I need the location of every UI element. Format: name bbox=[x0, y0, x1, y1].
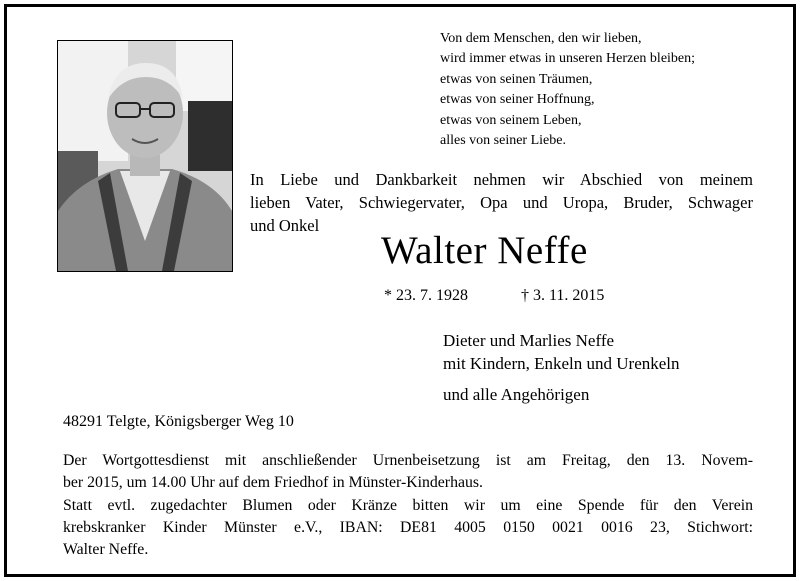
portrait-photo bbox=[57, 40, 233, 272]
donation-line: Statt evtl. zugedachter Blumen oder Kränze bitten wir um eine Spende für den Verein bbox=[63, 497, 753, 514]
relatives-line: und alle Angehörigen bbox=[443, 385, 590, 404]
mourners bbox=[443, 329, 680, 375]
poem-line: Von dem Menschen, den wir lieben, bbox=[440, 31, 642, 46]
donation-line: Walter Neffe. bbox=[63, 541, 149, 558]
intro-line: lieben Vater, Schwiegervater, Opa und Uropa, Bruder, Schwager bbox=[250, 193, 753, 212]
intro-line: und Onkel bbox=[250, 216, 320, 235]
service-line: ber 2015, um 14.00 Uhr auf dem Friedhof in Münster-Kinderhaus. bbox=[63, 474, 483, 491]
deceased-name: Walter Neffe bbox=[381, 229, 588, 272]
poem-line: alles von seiner Liebe. bbox=[440, 133, 566, 149]
poem-line: wird immer etwas in unseren Herzen bleiben; bbox=[440, 51, 696, 67]
mourner-line: mit Kindern, Enkeln und Urenkeln bbox=[443, 354, 680, 373]
service-info bbox=[63, 450, 753, 494]
poem-line: etwas von seinem Leben, bbox=[440, 112, 582, 128]
memorial-poem bbox=[440, 29, 770, 151]
birth-date: * 23. 7. 1928 bbox=[384, 287, 468, 304]
mourner-line: Dieter und Marlies Neffe bbox=[443, 331, 615, 350]
farewell-intro bbox=[250, 168, 753, 237]
donation-request bbox=[63, 495, 753, 561]
death-date: † 3. 11. 2015 bbox=[521, 287, 605, 304]
poem-line: etwas von seinen Träumen, bbox=[440, 71, 593, 87]
intro-line: In Liebe und Dankbarkeit nehmen wir Abschied von meinem bbox=[250, 170, 753, 189]
obituary-notice bbox=[4, 4, 796, 577]
poem-line: etwas von seiner Hoffnung, bbox=[440, 92, 595, 108]
donation-line: krebskranker Kinder Münster e.V., IBAN: DE81 4005 0150 0021 0016 23, Stichwort: bbox=[63, 519, 753, 536]
service-line: Der Wortgottesdienst mit anschließender Urnenbeisetzung ist am Freitag, den 13. Novem- bbox=[63, 452, 753, 469]
mourner-address: 48291 Telgte, Königsberger Weg 10 bbox=[63, 413, 294, 430]
